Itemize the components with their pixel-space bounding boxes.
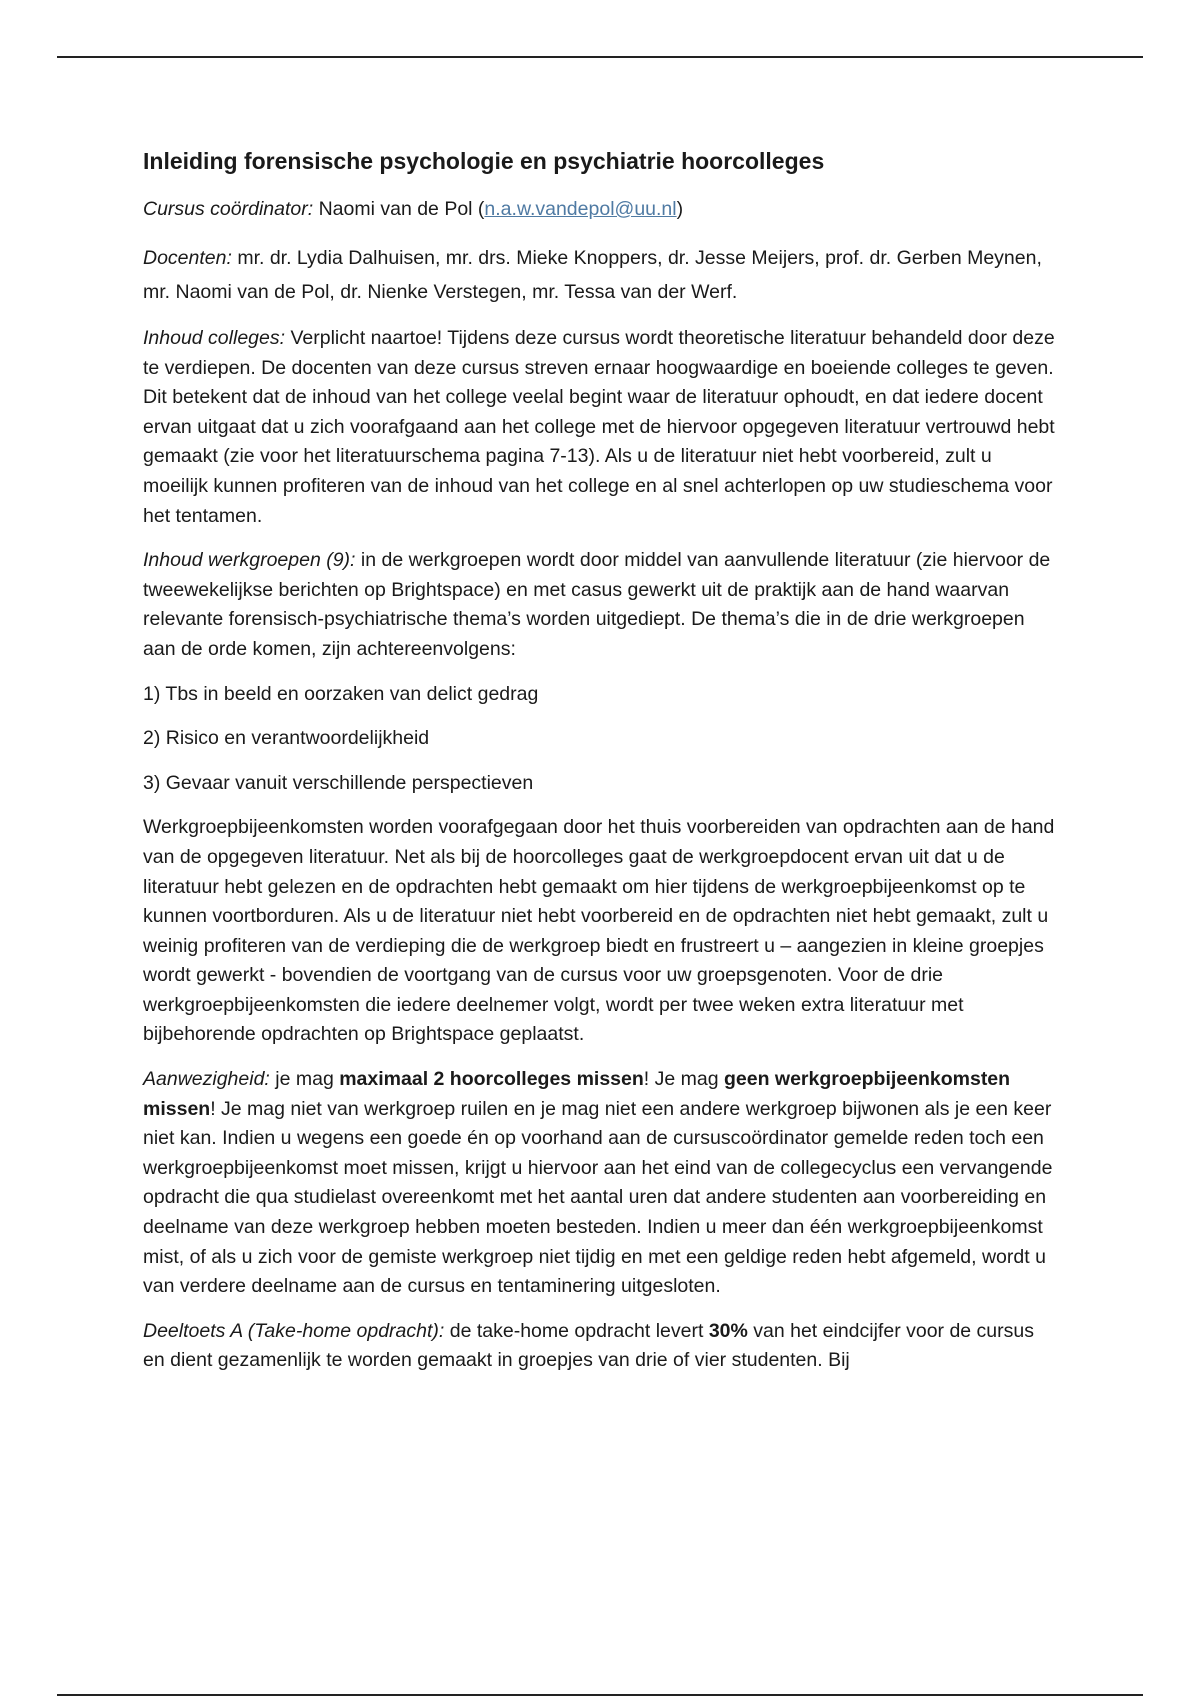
inhoud-colleges-label: Inhoud colleges: <box>143 327 286 349</box>
deeltoets-paragraph <box>143 1317 1058 1376</box>
deeltoets-label: Deeltoets A (Take-home opdracht): <box>143 1319 445 1342</box>
document-title: Inleiding forensische psychologie en psychiatrie hoorcolleges <box>143 148 825 174</box>
deeltoets-text-1: de take-home opdracht levert <box>444 1319 709 1342</box>
inhoud-werkgroepen-text: in de werkgroepen wordt door middel van aanvullende literatuur (zie hiervoor de tweewekelijkse berichten op Brightspace) en met casus gewerkt uit de praktijk aan de hand waarvan relevante forensisch-psychiatrische thema’s worden uitgediept. De thema’s die in de drie werkgroepen aan de orde komen, zijn achtereenvolgens: <box>143 549 1051 660</box>
aanwezigheid-text-3: ! Je mag niet van werkgroep ruilen en je mag niet een andere werkgroep bijwonen als je een keer niet kan. Indien u wegens een goede én op voorhand aan de cursuscoördinator gemelde reden toch een werkgroepbijeenkomst moet missen, krijgt u hiervoor aan het eind van de collegecyclus een vervangende opdracht die qua studielast overeenkomt met het aantal uren dat andere studenten aan voorbereiding en deelname van deze werkgroep hebben moeten besteden. Indien u meer dan één werkgroepbijeenkomst mist, of als u zich voor de gemiste werkgroep niet tijdig en met een geldige reden hebt afgemeld, wordt u van verdere deelname aan de cursus en tentaminering uitgesloten. <box>143 1097 1053 1298</box>
coordinator-line <box>143 192 1058 226</box>
deeltoets-bold: 30% <box>708 1319 748 1342</box>
footer-rule <box>57 1694 1143 1696</box>
docenten-paragraph <box>143 241 1058 309</box>
coordinator-close: ) <box>676 198 684 220</box>
aanwezigheid-paragraph <box>143 1065 1058 1302</box>
document-body <box>143 146 1058 1391</box>
aanwezigheid-text-1: je mag <box>269 1068 340 1091</box>
aanwezigheid-bold-1: maximaal 2 hoorcolleges missen <box>339 1068 644 1091</box>
inhoud-werkgroepen-label: Inhoud werkgroepen (9): <box>143 549 356 572</box>
deeltoets-text-2: van het eindcijfer voor de cursus en dient gezamenlijk te worden gemaakt in groepjes van drie of vier studenten. Bij <box>143 1319 1034 1372</box>
header-rule <box>57 56 1143 58</box>
aanwezigheid-label: Aanwezigheid: <box>143 1068 270 1091</box>
inhoud-werkgroepen-paragraph <box>143 546 1058 664</box>
werkgroep-paragraph: Werkgroepbijeenkomsten worden voorafgegaan door het thuis voorbereiden van opdrachten aan de hand van de opgegeven literatuur. Net als bij de hoorcolleges gaat de werkgroepdocent ervan uit dat u de literatuur hebt gelezen en de opdrachten hebt gemaakt om hier tijdens de werkgroepbijeenkomst op te kunnen voortborduren. Als u de literatuur niet hebt voorbereid en de opdrachten niet hebt gemaakt, zult u weinig profiteren van de verdieping die de werkgroep biedt en frustreert u – aangezien in kleine groepjes wordt gewerkt - bovendien de voortgang van de cursus voor uw groepsgenoten. Voor de drie werkgroepbijeenkomsten die iedere deelnemer volgt, wordt per twee weken extra literatuur met bijbehorende opdrachten op Brightspace geplaatst. <box>143 816 1055 1046</box>
coordinator-email-link[interactable]: n.a.w.vandepol@uu.nl <box>484 198 677 220</box>
inhoud-colleges-text: Verplicht naartoe! Tijdens deze cursus wordt theoretische literatuur behandeld door deze te verdiepen. De docenten van deze cursus streven ernaar hoogwaardige en boeiende colleges te geven. Dit betekent dat de inhoud van het college veelal begint waar de literatuur ophoudt, en dat iedere docent ervan uitgaat dat u zich voorafgaand aan het college met de hiervoor opgegeven literatuur vertrouwd hebt gemaakt (zie voor het literatuurschema pagina 7-13). Als u de literatuur niet hebt voorbereid, zult u moeilijk kunnen profiteren van de inhoud van het college en al snel achterlopen op uw studieschema voor het tentamen. <box>143 327 1055 527</box>
docenten-label: Docenten: <box>143 247 232 269</box>
theme-item-1: 1) Tbs in beeld en oorzaken van delict gedrag <box>143 682 539 705</box>
coordinator-name: Naomi van de Pol ( <box>313 198 485 220</box>
docenten-text: mr. dr. Lydia Dalhuisen, mr. drs. Mieke Knoppers, dr. Jesse Meijers, prof. dr. Gerben Meynen, mr. Naomi van de Pol, dr. Nienke Verstegen, mr. Tessa van der Werf. <box>143 247 1042 303</box>
inhoud-colleges-paragraph <box>143 324 1058 531</box>
aanwezigheid-text-2: ! Je mag <box>643 1068 724 1091</box>
aanwezigheid-bold-2: geen werkgroepbijeenkomsten missen <box>143 1068 1011 1120</box>
coordinator-label: Cursus coördinator: <box>143 198 314 220</box>
theme-item-3: 3) Gevaar vanuit verschillende perspectieven <box>143 771 534 794</box>
theme-item-2: 2) Risico en verantwoordelijkheid <box>143 727 430 750</box>
